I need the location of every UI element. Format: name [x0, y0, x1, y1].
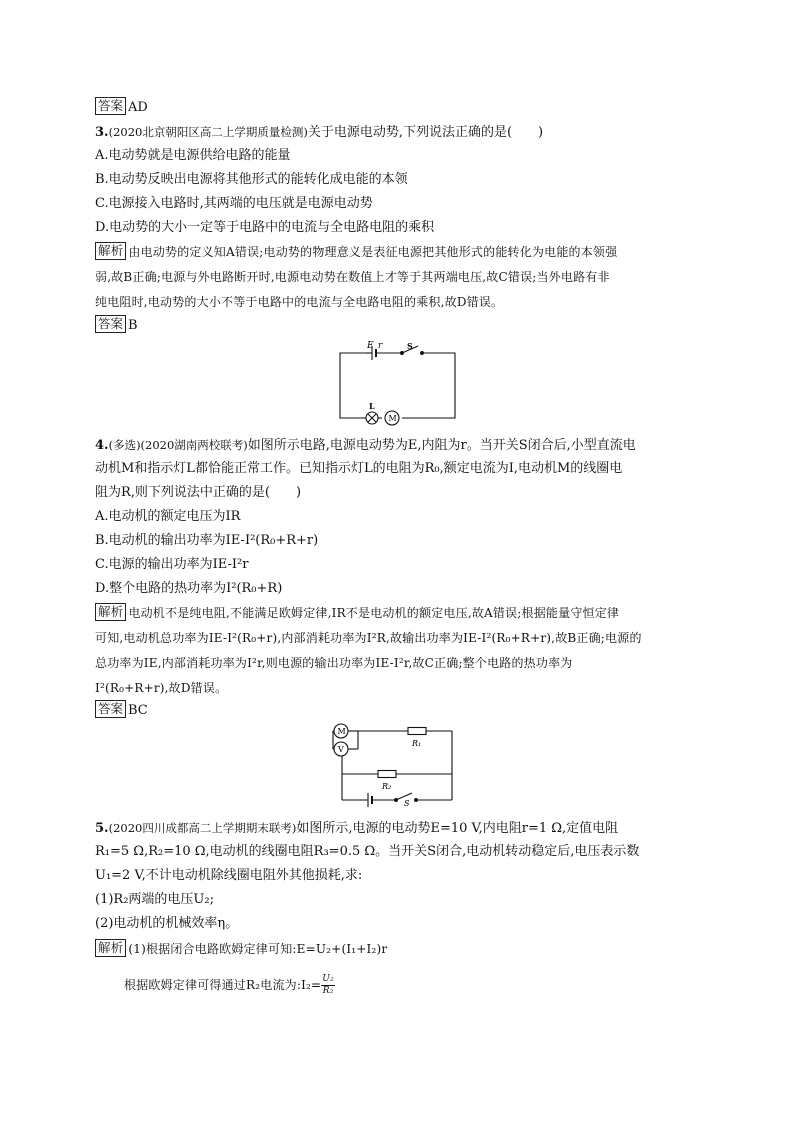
explanation-line: 纯电阻时,电动势的大小不等于电路中的电流与全电路电阻的乘积,故D错误。: [95, 295, 504, 309]
explanation-line: 由电动势的定义知A错误;电动势的物理意义是表征电源把其他形式的能转化为电能的本领强: [128, 245, 618, 259]
label-S: S: [404, 799, 410, 807]
explanation-line: 可知,电动机总功率为IE-I²(R₀+r),内部消耗功率为I²R,故输出功率为IE-I²(R₀+R+r),故B正确;电源的: [95, 631, 642, 645]
answer-value: AD: [128, 100, 148, 115]
question-source: (2020四川成都高二上学期期末联考): [108, 821, 297, 835]
answer-tag: 答案: [95, 97, 126, 115]
question-5-stem-line2: R₁=5 Ω,R₂=10 Ω,电动机的线圈电阻R₃=0.5 Ω。当开关S闭合,电动机转动稳定后,电压表示数: [95, 844, 640, 859]
answer-2: [95, 97, 148, 119]
question-number: 5.: [95, 821, 109, 836]
question-4-stem-line3: 阻为R,则下列说法中正确的是( ): [95, 485, 302, 500]
label-r: r: [378, 341, 383, 351]
fraction: [321, 974, 335, 997]
question-source: (多选)(2020湖南两校联考): [108, 438, 248, 452]
option-d: D.电动势的大小一定等于电路中的电流与全电路电阻的乘积: [95, 220, 435, 235]
question-4-stem-line2: 动机M和指示灯L都恰能正常工作。已知指示灯L的电阻为R₀,额定电流为I,电动机M的线圈电: [95, 461, 623, 476]
answer-value: BC: [128, 703, 148, 718]
answer-tag: 答案: [95, 315, 126, 333]
question-number: 3.: [95, 125, 109, 140]
option-d: D.整个电路的热功率为I²(R₀+R): [95, 581, 283, 596]
option-c: C.电源接入电路时,其两端的电压就是电源电动势: [95, 196, 373, 211]
answer-tag: 答案: [95, 700, 126, 718]
question-4-stem-line1: [95, 434, 636, 457]
explanation-tag: 解析: [95, 242, 126, 260]
label-E: E: [367, 341, 374, 351]
explanation-line: 总功率为IE,内部消耗功率为I²r,则电源的输出功率为IE-I²r,故C正确;整个电路的热功率为: [95, 656, 573, 670]
option-b: B.电动机的输出功率为IE-I²(R₀+R+r): [95, 533, 319, 548]
circuit-diagram-q4: [330, 338, 465, 428]
label-R2: R₂: [382, 782, 392, 791]
label-L: L: [369, 401, 375, 411]
explanation-3: [95, 240, 707, 315]
sub-question-1: (1)R₂两端的电压U₂;: [95, 892, 214, 907]
question-source: (2020北京朝阳区高二上学期质量检测): [108, 125, 308, 139]
question-3-stem: [95, 121, 543, 144]
explanation-5-line2: [124, 973, 736, 998]
question-text: 如图所示,电源的电动势E=10 V,内电阻r=1 Ω,定值电阻: [296, 821, 619, 836]
motor-label-M: M: [337, 727, 346, 736]
option-c: C.电源的输出功率为IE-I²r: [95, 557, 249, 572]
sub-question-2: (2)电动机的机械效率η。: [95, 916, 239, 931]
explanation-tag: 解析: [95, 939, 126, 957]
explanation-4: [95, 601, 707, 701]
motor-label-M: M: [388, 414, 397, 423]
question-5-stem-line1: [95, 817, 618, 840]
label-R1: R₁: [412, 739, 422, 748]
fraction-denominator: R₂: [322, 986, 334, 996]
explanation-line: (1)根据闭合电路欧姆定律可知:E=U₂+(I₁+I₂)r: [128, 942, 388, 956]
voltmeter-label-V: V: [338, 745, 344, 754]
option-b: B.电动势反映出电源将其他形式的能转化成电能的本领: [95, 172, 408, 187]
question-5-stem-line3: U₁=2 V,不计电动机除线圈电阻外其他损耗,求:: [95, 868, 363, 883]
explanation-line: I²(R₀+R+r),故D错误。: [95, 681, 228, 695]
explanation-line: 根据欧姆定律可得通过R₂电流为:I₂=: [124, 978, 322, 992]
explanation-line: 弱,故B正确;电源与外电路断开时,电源电动势在数值上才等于其两端电压,故C错误;当外电路有非: [95, 270, 610, 284]
answer-value: B: [128, 318, 138, 333]
answer-3: [95, 315, 138, 337]
option-a: A.电动机的额定电压为IR: [95, 509, 241, 524]
fraction-numerator: U₂: [322, 974, 334, 984]
option-a: A.电动势就是电源供给电路的能量: [95, 148, 291, 163]
question-text: 如图所示电路,电源电动势为E,内阻为r。当开关S闭合后,小型直流电: [247, 438, 636, 453]
circuit-diagram-q5: [330, 722, 460, 807]
explanation-line: 电动机不是纯电阻,不能满足欧姆定律,IR不是电动机的额定电压,故A错误;根据能量守恒定律: [128, 606, 620, 620]
answer-4: [95, 700, 148, 722]
question-text: 关于电源电动势,下列说法正确的是( ): [307, 125, 544, 140]
label-S: S: [407, 341, 413, 351]
explanation-tag: 解析: [95, 603, 126, 621]
explanation-5: [95, 937, 707, 962]
question-number: 4.: [95, 438, 109, 453]
